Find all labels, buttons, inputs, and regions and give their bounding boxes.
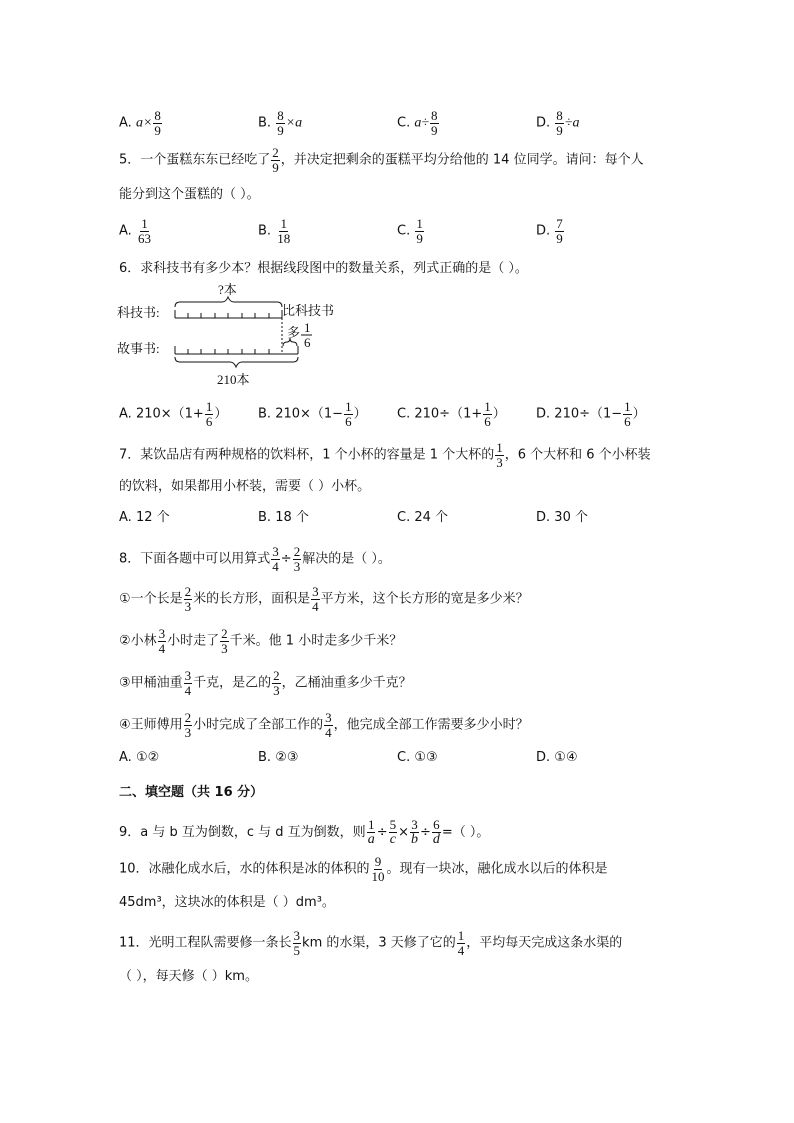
q9-line: 9．a 与 b 互为倒数，c 与 d 互为倒数，则 $\frac{1}{a}$ ÷ $\frac{5}{c}$ × $\frac{3}{b}$ ÷ $\frac{6}{d}$ =（ ）。 xyxy=(119,817,490,847)
q8-item-1: ①一个长是 $\frac{2}{3}$ 米的长方形，面积是 $\frac{3}{4}$ 平方米，这个长方形的宽是多少米？ xyxy=(119,584,529,614)
row2-label: 故事书: xyxy=(117,341,160,356)
q8-item-3: ③甲桶油重 $\frac{3}{4}$ 千克，是乙的 $\frac{2}{3}$ ，乙桶油重多少千克？ xyxy=(119,668,412,698)
q11-line1: 11．光明工程队需要修一条长 $\frac{3}{5}$ km 的水渠，3 天修了它的 $\frac{1}{4}$ ，平均每天完成这条水渠的 xyxy=(119,928,623,958)
q7-option-b: B. 18 个 xyxy=(258,510,309,525)
q8-item-4: ④王师傅用 $\frac{2}{3}$ 小时完成了全部工作的 $\frac{3}{4}$ ，他完成全部工作需要多少小时？ xyxy=(119,710,529,740)
q8-option-a: A. ①② xyxy=(119,750,160,765)
q10-line2: 45dm³，这块冰的体积是（ ）dm³。 xyxy=(119,895,335,910)
q6-question: 6．求科技书有多少本？根据线段图中的数量关系，列式正确的是（ ）。 xyxy=(119,261,528,276)
q8-option-d: D. ①④ xyxy=(536,750,578,765)
q6-option-c: C. 210÷（1+ $\frac{1}{6}$ ） xyxy=(397,399,506,429)
q7-option-c: C. 24 个 xyxy=(397,510,449,525)
q11-line2: （ ），每天修（ ）km。 xyxy=(119,969,258,984)
q7-line1: 7．某饮品店有两种规格的饮料杯，1 个小杯的容量是 1 个大杯的 $\frac{1}{3}$ ，6 个大杯和 6 个小杯装 xyxy=(119,440,651,470)
q5-option-a: A. $\frac{1}{63}$ xyxy=(119,216,151,246)
q8-option-c: C. ①③ xyxy=(397,750,438,765)
section-title-fill-in: 二、填空题（共 16 分） xyxy=(119,785,264,800)
row1-label: 科技书: xyxy=(117,305,160,320)
q6-option-d: D. 210÷（1− $\frac{1}{6}$ ） xyxy=(536,399,646,429)
line-segment-diagram xyxy=(112,280,352,390)
q4-option-a: A. a× $\frac{8}{9}$ xyxy=(119,108,161,138)
q7-line2: 的饮料，如果都用小杯装，需要（ ）小杯。 xyxy=(119,479,371,494)
side-frac-num: 1 xyxy=(304,320,311,335)
q4-option-b: B. $\frac{8}{9}$ ×a xyxy=(258,108,303,138)
q8-intro: 8．下面各题中可以用算式 $\frac{3}{4}$ ÷ $\frac{2}{3}$ 解决的是（ ）。 xyxy=(119,544,391,574)
side-label-1: 比科技书 xyxy=(282,303,335,318)
q5-line1: 5．一个蛋糕东东已经吃了 $\frac{2}{9}$ ，并决定把剩余的蛋糕平均分给他的 14 位同学。请问：每个人 xyxy=(119,145,644,175)
q8-item-2: ②小林 $\frac{3}{4}$ 小时走了 $\frac{2}{3}$ 千米。他 1 小时走多少千米？ xyxy=(119,626,403,656)
q5-option-c: C. $\frac{1}{9}$ xyxy=(397,216,423,246)
side-label-2: 多 xyxy=(287,325,301,340)
q4-option-c: C. a÷ $\frac{8}{9}$ xyxy=(397,108,438,138)
q7-option-a: A. 12 个 xyxy=(119,510,170,525)
side-frac-den: 6 xyxy=(304,335,311,350)
q5-option-b: B. $\frac{1}{18}$ xyxy=(258,216,291,246)
q4-option-d: D. $\frac{8}{9}$ ÷a xyxy=(536,108,580,138)
q7-option-d: D. 30 个 xyxy=(536,510,588,525)
q5-option-d: D. $\frac{7}{9}$ xyxy=(536,216,563,246)
top-label: ?本 xyxy=(218,282,237,297)
bottom-label: 210本 xyxy=(217,372,250,387)
q6-option-a: A. 210×（1+ $\frac{1}{6}$ ） xyxy=(119,399,228,429)
q10-line1: 10．冰融化成水后，水的体积是冰的体积的 $\frac{9}{10}$ 。现有一块冰，融化成水以后的体积是 xyxy=(119,854,608,884)
q5-line2: 能分到这个蛋糕的（ ）。 xyxy=(119,187,260,202)
q6-option-b: B. 210×（1− $\frac{1}{6}$ ） xyxy=(258,399,367,429)
q8-option-b: B. ②③ xyxy=(258,750,299,765)
